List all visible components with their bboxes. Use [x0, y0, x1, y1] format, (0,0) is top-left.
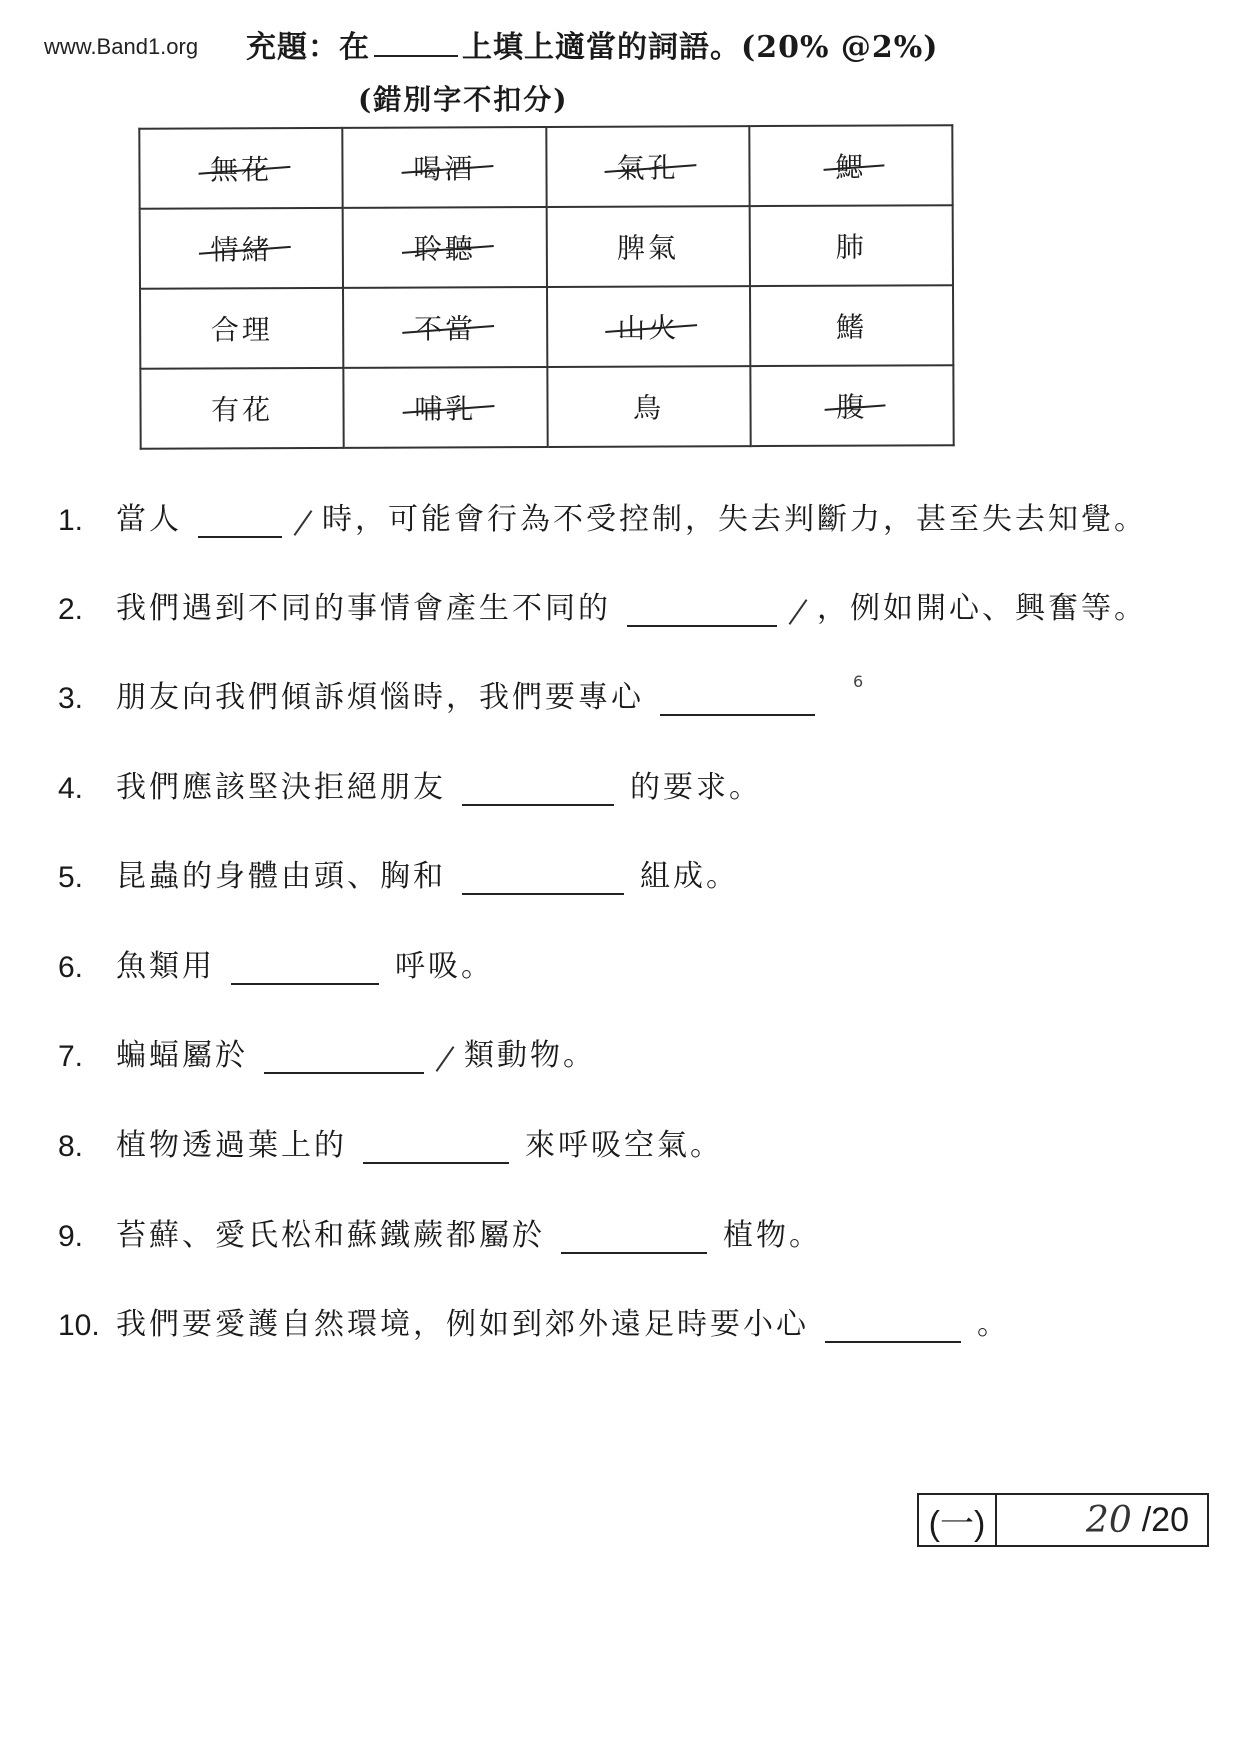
- question-text-before: 苔蘚、愛氏松和蘇鐵蕨都屬於: [116, 1218, 545, 1253]
- word-bank-word-crossed: 情緒: [210, 228, 272, 268]
- word-bank-cell: [140, 208, 344, 289]
- question-text-before: 當人: [116, 502, 182, 537]
- question-number: 9.: [58, 1220, 84, 1253]
- question-text-after: 的要求。: [630, 770, 762, 805]
- question-line: [58, 672, 866, 716]
- word-bank-word: 合理: [210, 313, 273, 347]
- watermark: www.Band1.org: [40, 32, 202, 62]
- answer-blank[interactable]: [561, 1222, 707, 1254]
- question-text-before: 我們要愛護自然環境，例如到郊外遠足時要小心: [116, 1307, 809, 1342]
- question-number: 2.: [58, 593, 84, 626]
- answer-blank[interactable]: [231, 953, 379, 985]
- question-number: 4.: [58, 772, 84, 805]
- word-bank-cell: [750, 365, 954, 446]
- score-obtained: 20: [1085, 1499, 1132, 1541]
- title-right: 上填上適當的詞語。(20% @2%): [462, 30, 939, 65]
- word-bank-table: [138, 124, 954, 450]
- question-line: [58, 1210, 822, 1254]
- tick-mark-icon: [440, 1052, 462, 1074]
- question-number: 1.: [58, 504, 84, 537]
- answer-blank[interactable]: [660, 684, 815, 716]
- word-bank-word-crossed: 聆聽: [414, 227, 476, 267]
- answer-blank[interactable]: [627, 595, 777, 627]
- answer-blank[interactable]: [264, 1042, 424, 1074]
- score-section-label: (一): [919, 1495, 997, 1545]
- question-line: [58, 494, 1147, 538]
- question-line: [58, 583, 1147, 627]
- word-bank-word: 鳥: [633, 391, 665, 425]
- title-blank: [374, 27, 458, 57]
- word-bank-word: 脾氣: [616, 231, 680, 265]
- question-text-after: 植物。: [723, 1218, 822, 1253]
- tick-mark-icon: [298, 516, 320, 538]
- score-box: [917, 1493, 1209, 1547]
- question-text-after: 時，可能會行為不受控制，失去判斷力，甚至失去知覺。: [322, 502, 1147, 537]
- question-number: 8.: [58, 1130, 84, 1163]
- word-bank-cell: [547, 366, 751, 447]
- title-left: 充題：在: [246, 30, 370, 65]
- question-text-after: 類動物。: [464, 1038, 596, 1073]
- word-bank-cell: [140, 288, 344, 369]
- question-text-before: 魚類用: [116, 949, 215, 984]
- tick-mark-icon: [793, 605, 815, 627]
- question-text-after: ，例如開心、興奮等。: [817, 591, 1147, 626]
- question-number: 7.: [58, 1040, 84, 1073]
- word-bank-cell: [343, 207, 547, 288]
- question-text-after: 呼吸。: [395, 949, 494, 984]
- word-bank-word: 鰭: [835, 310, 868, 344]
- word-bank-cell: [343, 287, 547, 368]
- question-text-before: 蝙蝠屬於: [116, 1038, 248, 1073]
- word-bank-cell: [750, 285, 954, 366]
- word-bank-row: [140, 285, 953, 369]
- word-bank-row: [139, 125, 952, 209]
- word-bank-row: [140, 205, 953, 289]
- answer-blank[interactable]: [198, 506, 282, 538]
- question-line: [58, 941, 494, 985]
- section-title: [246, 22, 938, 66]
- word-bank-row: [140, 365, 953, 449]
- answer-blank[interactable]: [462, 863, 624, 895]
- question-text-after: 來呼吸空氣。: [525, 1128, 723, 1163]
- question-text-after: 。: [977, 1307, 1010, 1342]
- word-bank-word-crossed: 氣孔: [616, 146, 678, 186]
- question-line: [58, 851, 739, 895]
- answer-blank[interactable]: [363, 1132, 509, 1164]
- word-bank-word-crossed: 哺乳: [414, 387, 476, 427]
- question-text-before: 昆蟲的身體由頭、胸和: [116, 859, 446, 894]
- section-subtitle: (錯別字不扣分): [358, 83, 569, 116]
- question-number: 3.: [58, 682, 84, 715]
- word-bank-cell: [749, 125, 953, 206]
- word-bank-word: 有花: [211, 393, 274, 427]
- question-text-before: 朋友向我們傾訴煩惱時，我們要專心: [116, 680, 644, 715]
- word-bank-cell: [749, 205, 953, 286]
- question-number: 6.: [58, 951, 84, 984]
- question-text-before: 植物透過葉上的: [116, 1128, 347, 1163]
- word-bank-cell: [546, 126, 750, 207]
- word-bank-cell: [140, 368, 344, 449]
- question-line: [58, 762, 762, 806]
- question-text-after: 組成。: [640, 859, 739, 894]
- score-total: /20: [1141, 1500, 1189, 1539]
- word-bank-cell: [344, 367, 548, 448]
- word-bank-cell: [546, 206, 750, 287]
- word-bank-cell: [139, 128, 343, 209]
- word-bank-cell: [547, 286, 751, 367]
- word-bank-word-crossed: 鰓: [835, 146, 866, 186]
- question-number: 5.: [58, 861, 84, 894]
- word-bank-word-crossed: 無花: [210, 148, 272, 188]
- question-text-before: 我們遇到不同的事情會產生不同的: [116, 591, 611, 626]
- answer-blank[interactable]: [462, 774, 614, 806]
- question-line: [58, 1299, 1010, 1343]
- word-bank-word-crossed: 腹: [836, 386, 867, 426]
- word-bank-word-crossed: 山火: [617, 306, 679, 346]
- question-text-before: 我們應該堅決拒絕朋友: [116, 770, 446, 805]
- word-bank-word: 肺: [835, 230, 867, 264]
- answer-blank[interactable]: [825, 1311, 961, 1343]
- word-bank-word-crossed: 不當: [414, 307, 476, 347]
- question-line: [58, 1120, 723, 1164]
- margin-mark: 6: [853, 672, 867, 691]
- word-bank-cell: [343, 127, 547, 208]
- question-number: 10.: [58, 1309, 100, 1342]
- word-bank-word-crossed: 喝酒: [413, 147, 475, 187]
- question-line: [58, 1030, 596, 1074]
